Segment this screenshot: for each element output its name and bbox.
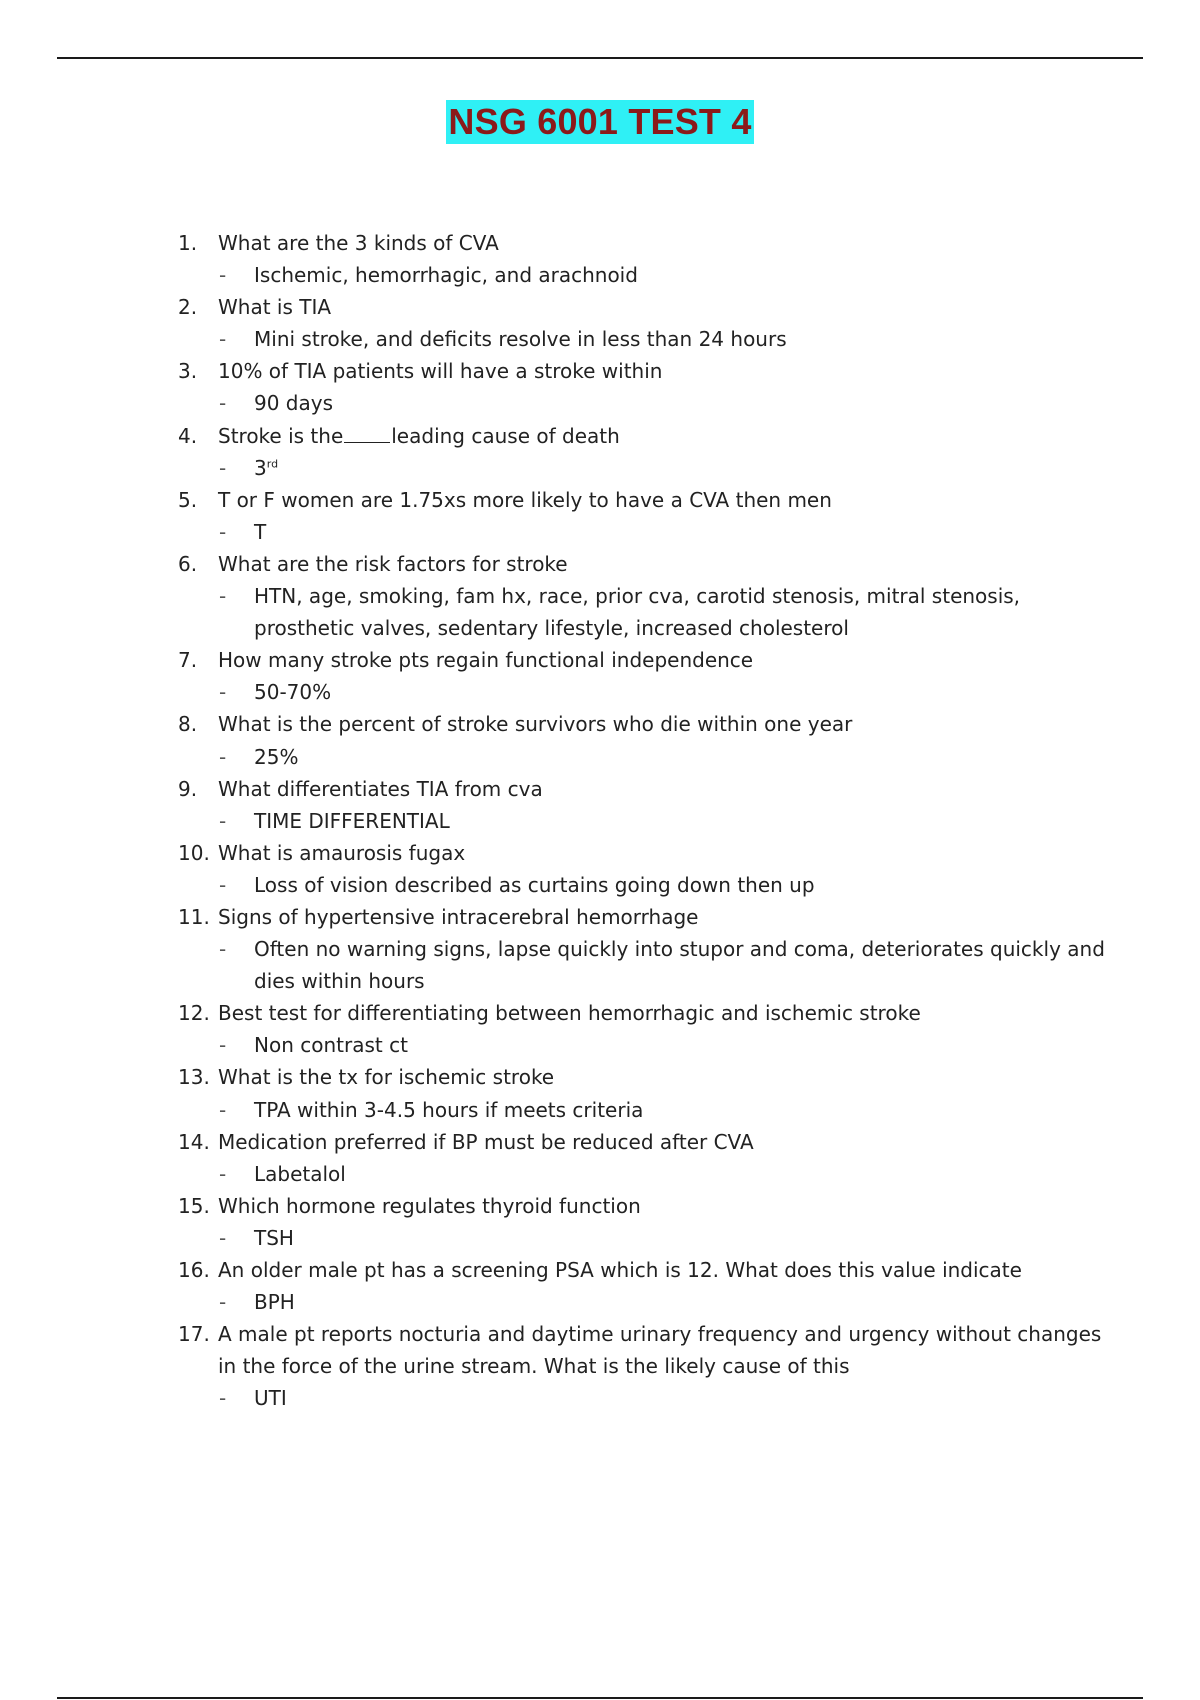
question (178, 708, 1108, 740)
qa-item-14 (178, 1126, 1108, 1190)
answer-text: T (254, 519, 267, 544)
qa-item-13 (178, 1061, 1108, 1125)
answer-superscript: rd (266, 457, 279, 470)
fill-in-blank (344, 424, 390, 443)
title-wrap (0, 100, 1200, 144)
qa-item-16 (178, 1254, 1108, 1318)
qa-item-17 (178, 1318, 1108, 1414)
question-text: 10% of TIA patients will have a stroke within (218, 359, 663, 384)
question-text: Which hormone regulates thyroid function (218, 1193, 641, 1218)
qa-item-3 (178, 355, 1108, 419)
question-text: An older male pt has a screening PSA which is 12. What does this value indicate (218, 1258, 1022, 1282)
dash-bullet: - (219, 327, 227, 352)
answer-text: HTN, age, smoking, fam hx, race, prior cva, carotid stenosis, mitral stenosis, prosthetic valves, sedentary lifestyle, increased cholesterol (254, 584, 1021, 641)
question (178, 420, 1108, 452)
question-number: 1. (178, 231, 198, 255)
question (178, 1126, 1108, 1158)
question-text: What is the tx for ischemic stroke (218, 1065, 555, 1090)
question-text: What are the risk factors for stroke (218, 551, 568, 576)
answer-text: BPH (254, 1290, 295, 1315)
dash-bullet: - (219, 391, 227, 416)
answer (178, 387, 1108, 419)
qa-item-5 (178, 484, 1108, 548)
answer (178, 933, 1108, 997)
qa-item-2 (178, 291, 1108, 355)
qa-item-11 (178, 901, 1108, 997)
dash-bullet: - (219, 455, 227, 480)
question (178, 1061, 1108, 1093)
bottom-rule (57, 1697, 1143, 1699)
question-number: 12. (178, 1001, 210, 1026)
answer (178, 259, 1108, 291)
qa-item-7 (178, 644, 1108, 708)
answer-text: Often no warning signs, lapse quickly into stupor and coma, deteriorates quickly and dies within hours (254, 937, 1105, 994)
question (178, 291, 1108, 323)
answer (178, 741, 1108, 773)
question (178, 773, 1108, 805)
answer (178, 580, 1108, 644)
question-list (178, 227, 1108, 1414)
qa-item-10 (178, 837, 1108, 901)
dash-bullet: - (219, 1097, 227, 1122)
answer-text: 90 days (254, 391, 334, 416)
question-text: What differentiates TIA from cva (218, 776, 543, 801)
answer (178, 516, 1108, 548)
answer (178, 676, 1108, 708)
question (178, 644, 1108, 676)
question-number: 6. (178, 551, 198, 576)
top-rule (57, 57, 1143, 59)
dash-bullet: - (219, 584, 227, 609)
question-number: 11. (178, 904, 210, 929)
qa-item-1 (178, 227, 1108, 291)
answer (178, 869, 1108, 901)
answer (178, 1222, 1108, 1254)
question (178, 484, 1108, 516)
dash-bullet: - (219, 1033, 227, 1058)
dash-bullet: - (219, 1225, 227, 1250)
question-number: 3. (178, 359, 198, 384)
dash-bullet: - (219, 680, 227, 705)
question-text: Signs of hypertensive intracerebral hemorrhage (218, 904, 699, 929)
answer (178, 1094, 1108, 1126)
question (178, 997, 1108, 1029)
dash-bullet: - (219, 1161, 227, 1186)
question-number: 10. (178, 840, 210, 865)
qa-item-9 (178, 773, 1108, 837)
question-text: Best test for differentiating between hemorrhagic and ischemic stroke (218, 1001, 921, 1026)
question-text: What are the 3 kinds of CVA (218, 231, 499, 255)
answer (178, 805, 1108, 837)
question-text: What is the percent of stroke survivors who die within one year (218, 712, 853, 737)
question-number: 9. (178, 776, 198, 801)
answer-text: UTI (254, 1386, 287, 1411)
dash-bullet: - (219, 937, 227, 962)
question (178, 1190, 1108, 1222)
answer-text: Mini stroke, and deficits resolve in less than 24 hours (254, 327, 787, 352)
question (178, 1318, 1108, 1382)
dash-bullet: - (219, 744, 227, 769)
question-number: 17. (178, 1322, 210, 1347)
document-title: NSG 6001 TEST 4 (448, 101, 752, 142)
answer-text: Loss of vision described as curtains going down then up (254, 872, 815, 897)
question-number: 14. (178, 1129, 210, 1154)
question (178, 901, 1108, 933)
dash-bullet: - (219, 1290, 227, 1315)
question-number: 13. (178, 1065, 210, 1090)
answer-text: TPA within 3-4.5 hours if meets criteria (254, 1097, 644, 1122)
dash-bullet: - (219, 1386, 227, 1411)
question (178, 837, 1108, 869)
answer (178, 1286, 1108, 1318)
answer-text: 50-70% (254, 680, 332, 705)
dash-bullet: - (219, 263, 227, 288)
answer-text: 3 (254, 455, 267, 480)
question-text: Medication preferred if BP must be reduced after CVA (218, 1129, 754, 1154)
qa-item-15 (178, 1190, 1108, 1254)
answer-text: 25% (254, 744, 299, 769)
question-text: A male pt reports nocturia and daytime urinary frequency and urgency without changes in the force of the urine stream. What is the likely cause of this (218, 1322, 1102, 1379)
dash-bullet: - (219, 519, 227, 544)
qa-item-4 (178, 420, 1108, 484)
question-text: How many stroke pts regain functional independence (218, 648, 754, 673)
answer (178, 1029, 1108, 1061)
question-text: What is amaurosis fugax (218, 840, 466, 865)
question-number: 5. (178, 487, 198, 512)
question (178, 548, 1108, 580)
answer-text: Ischemic, hemorrhagic, and arachnoid (254, 263, 638, 288)
question-text-after: leading cause of death (391, 423, 620, 448)
answer (178, 323, 1108, 355)
answer-text: Labetalol (254, 1161, 346, 1186)
question-number: 4. (178, 423, 198, 448)
qa-item-6 (178, 548, 1108, 644)
question-number: 15. (178, 1193, 210, 1218)
answer (178, 452, 1108, 484)
question-number: 7. (178, 648, 198, 673)
answer-text: Non contrast ct (254, 1033, 408, 1058)
question-text-before: Stroke is the (218, 423, 344, 448)
question (178, 1254, 1108, 1286)
question-number: 2. (178, 295, 198, 320)
question-number: 16. (178, 1258, 210, 1282)
question-text: T or F women are 1.75xs more likely to have a CVA then men (218, 487, 832, 512)
answer (178, 1382, 1108, 1414)
question-text: What is TIA (218, 295, 332, 320)
answer-text: TIME DIFFERENTIAL (254, 808, 450, 833)
answer-text: TSH (254, 1225, 294, 1250)
qa-item-12 (178, 997, 1108, 1061)
qa-item-8 (178, 708, 1108, 772)
question-number: 8. (178, 712, 198, 737)
answer (178, 1158, 1108, 1190)
question (178, 355, 1108, 387)
dash-bullet: - (219, 808, 227, 833)
dash-bullet: - (219, 872, 227, 897)
question (178, 227, 1108, 259)
